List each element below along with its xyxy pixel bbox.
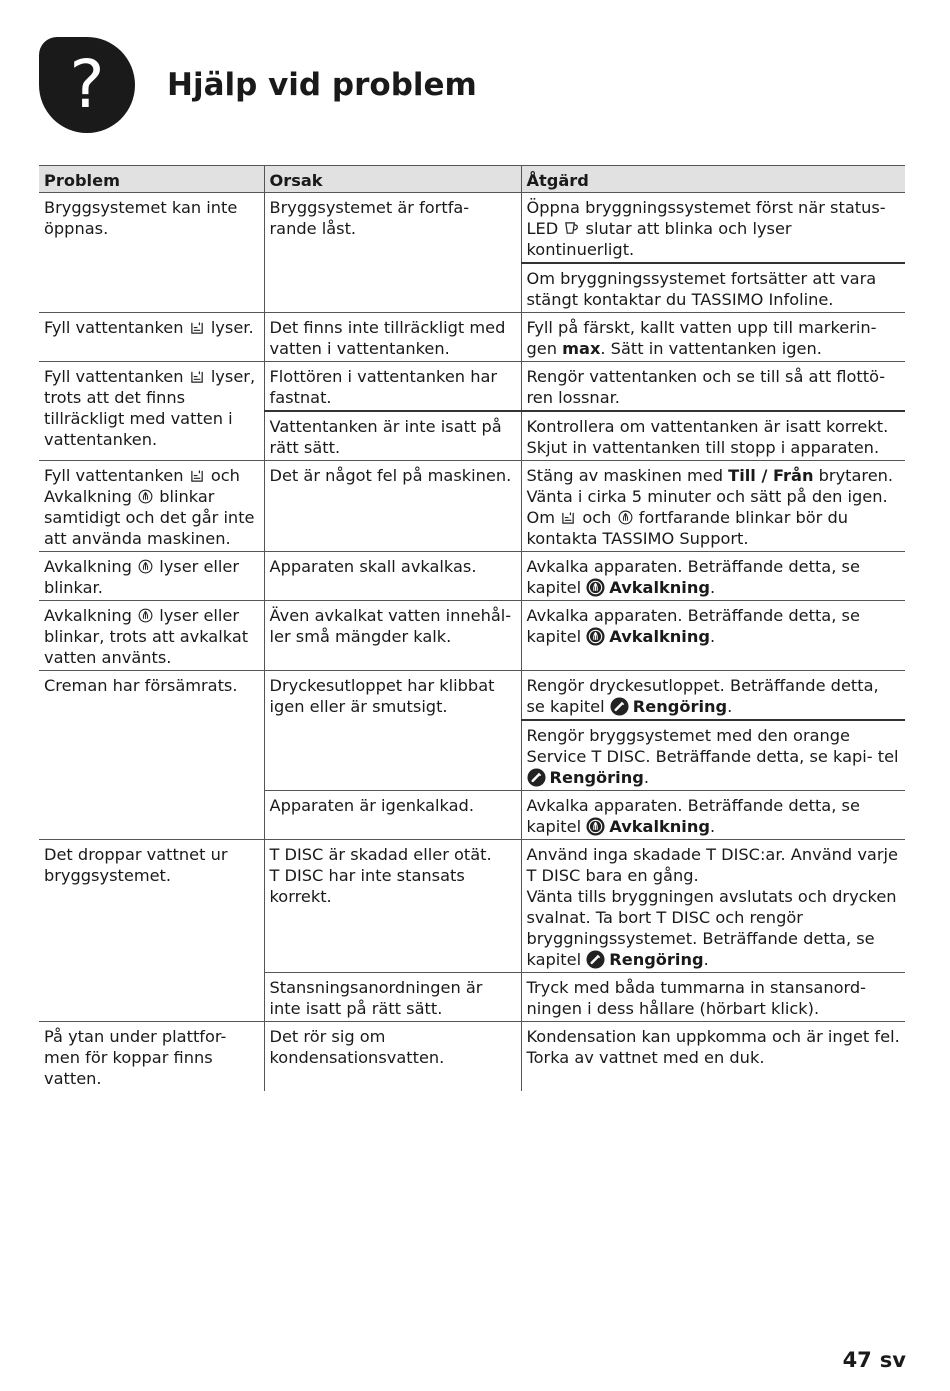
action-cell: Tryck med båda tummarna in stansanord- ningen i dess hållare (hörbart klick). [521, 973, 905, 1022]
problem-cell: Det droppar vattnet ur bryggsystemet. [39, 840, 264, 1022]
cup-led-icon [564, 221, 579, 236]
water-tank-icon [190, 369, 205, 384]
action-cell: Avkalka apparaten. Beträffande detta, se kapitel Avkalkning. [521, 552, 905, 601]
cause-cell: Flottören i vattentanken har fastnat. [264, 362, 521, 412]
action-cell: Rengör vattentanken och se till så att flottö- ren lossnar. [521, 362, 905, 412]
cause-cell: Apparaten är igenkalkad. [264, 791, 521, 840]
page-number: 47 [842, 1348, 872, 1372]
action-cell: Öppna bryggningssystemet först när status-LED slutar att blinka och lyser kontinuerligt. [521, 193, 905, 264]
action-cell: Stäng av maskinen med Till / Från brytaren. Vänta i cirka 5 minuter och sätt på den igen. Om och fortfarande blinkar bör du kontakta TASSIMO Support. [521, 461, 905, 552]
table-row [39, 840, 905, 973]
water-tank-icon [190, 468, 205, 483]
table-row [39, 461, 905, 552]
action-cell: Rengör bryggsystemet med den orange Service T DISC. Beträffande detta, se kapi- tel Rengöring. [521, 720, 905, 791]
page-footer [843, 1346, 906, 1374]
cause-cell: Bryggsystemet är fortfa- rande låst. [264, 193, 521, 313]
descaling-icon [138, 559, 153, 574]
problem-cell: På ytan under plattfor- men för koppar finns vatten. [44, 1027, 227, 1088]
problem-cell: Fyll vattentanken lyser, trots att det finns tillräckligt med vatten i vattentanken. [39, 362, 264, 461]
table-row [39, 362, 905, 412]
action-cell: Om bryggningssystemet fortsätter att vara stängt kontaktar du TASSIMO Infoline. [521, 263, 905, 313]
action-cell: Avkalka apparaten. Beträffande detta, se kapitel Avkalkning. [521, 601, 905, 671]
table-header-row [39, 166, 905, 193]
table-row [39, 313, 905, 362]
cause-cell: Apparaten skall avkalkas. [264, 552, 521, 601]
problem-cell: Creman har försämrats. [39, 671, 264, 840]
action-cell: Avkalka apparaten. Beträffande detta, se kapitel Avkalkning. [521, 791, 905, 840]
water-tank-icon [561, 510, 576, 525]
problem-cell: Fyll vattentanken lyser. [39, 313, 264, 362]
problem-cell: Bryggsystemet kan inte öppnas. [39, 193, 264, 313]
problem-cell: Avkalkning lyser eller blinkar, trots att avkalkat vatten använts. [39, 601, 264, 671]
cause-cell: Det är något fel på maskinen. [264, 461, 521, 552]
cause-cell: Vattentanken är inte isatt på rätt sätt. [264, 411, 521, 461]
cleaning-chapter-icon [586, 950, 605, 969]
cleaning-chapter-icon [527, 768, 546, 787]
action-cell: Fyll på färskt, kallt vatten upp till markerin- gen max. Sätt in vattentanken igen. [521, 313, 905, 362]
action-cell: Kontrollera om vattentanken är isatt korrekt. Skjut in vattentanken till stopp i apparaten. [521, 411, 905, 461]
table-row [39, 552, 905, 601]
action-cell: Kondensation kan uppkomma och är inget fel. Torka av vattnet med en duk. [521, 1022, 905, 1092]
descaling-icon [138, 489, 153, 504]
problem-cell: Fyll vattentanken och Avkalkning blinkar samtidigt och det går inte att använda maskinen. [39, 461, 264, 552]
table-row [39, 193, 905, 264]
table-row [39, 1022, 905, 1092]
column-header-action: Åtgärd [521, 166, 905, 193]
cleaning-chapter-icon [610, 697, 629, 716]
table-row [39, 601, 905, 671]
cause-cell: Stansningsanordningen är inte isatt på rätt sätt. [264, 973, 521, 1022]
descaling-chapter-icon [586, 627, 605, 646]
page-title: Hjälp vid problem [167, 67, 477, 103]
action-cell: Rengör dryckesutloppet. Beträffande detta, se kapitel Rengöring. [521, 671, 905, 721]
cause-cell: T DISC är skadad eller otät. T DISC har inte stansats korrekt. [264, 840, 521, 973]
language-code: sv [879, 1348, 906, 1372]
descaling-icon [138, 608, 153, 623]
descaling-chapter-icon [586, 578, 605, 597]
water-tank-icon [190, 320, 205, 335]
cause-cell: Det finns inte tillräckligt med vatten i vattentanken. [264, 313, 521, 362]
problem-cell: Avkalkning lyser eller blinkar. [39, 552, 264, 601]
cause-cell: Det rör sig om kondensationsvatten. [264, 1022, 521, 1092]
cause-cell: Även avkalkat vatten innehål- ler små mängder kalk. [264, 601, 521, 671]
troubleshooting-table [39, 165, 905, 1091]
help-question-icon: ? [39, 37, 135, 133]
table-row [39, 671, 905, 721]
column-header-problem: Problem [39, 166, 264, 193]
descaling-icon [618, 510, 633, 525]
action-cell: Använd inga skadade T DISC:ar. Använd varje T DISC bara en gång. Vänta tills bryggningen avslutats och drycken svalnat. Ta bort T DISC och rengör bryggningssystemet. Beträffande detta, se kapitel Rengöring. [521, 840, 905, 973]
cause-cell: Dryckesutloppet har klibbat igen eller är smutsigt. [264, 671, 521, 791]
column-header-cause: Orsak [264, 166, 521, 193]
descaling-chapter-icon [586, 817, 605, 836]
